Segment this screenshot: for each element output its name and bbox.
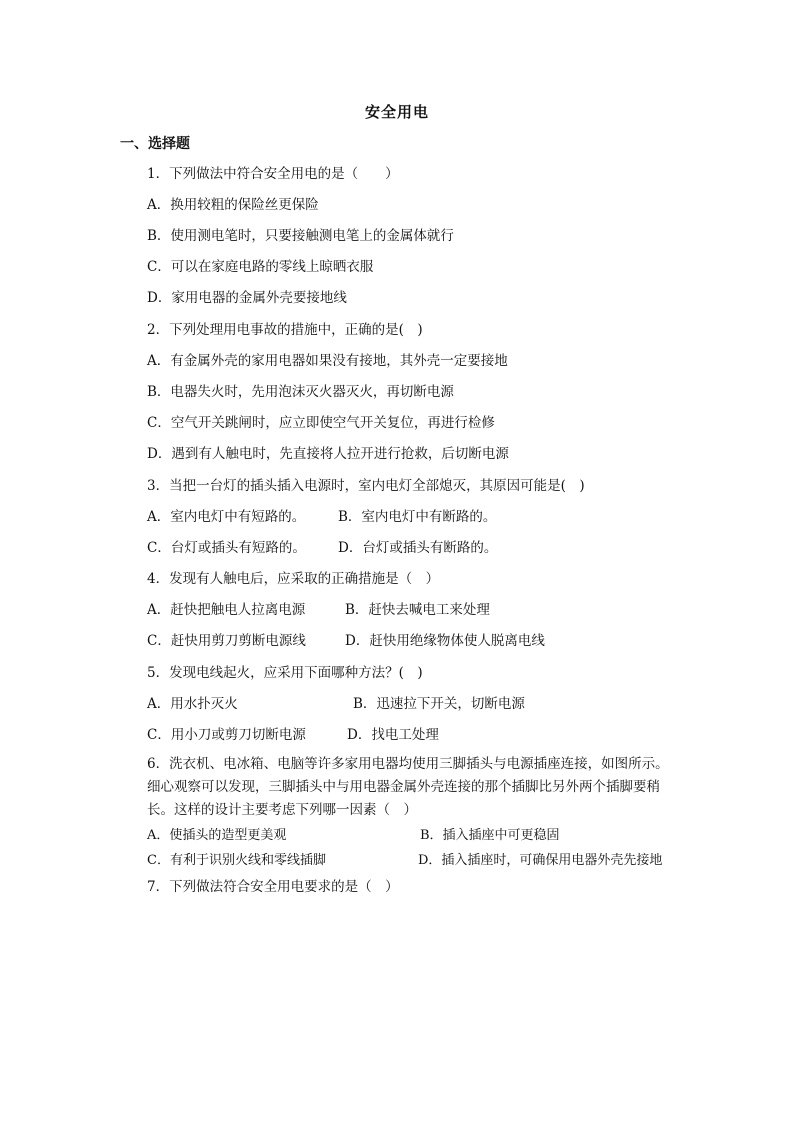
question-5-option-a: A．用水扑灭火 — [147, 696, 238, 712]
question-3-option-c: C．台灯或插头有短路的。 — [147, 540, 306, 556]
question-2-option-a: A．有金属外壳的家用电器如果没有接地，其外壳一定要接地 — [147, 353, 508, 369]
question-4-option-b: B．赶快去喊电工来处理 — [345, 602, 490, 618]
question-4-option-a: A．赶快把触电人拉离电源 — [147, 602, 306, 618]
question-5-option-c: C．用小刀或剪刀切断电源 — [147, 727, 306, 743]
question-6-option-d: D．插入插座时，可确保用电器外壳先接地 — [418, 853, 663, 868]
question-3-option-b: B．室内电灯中有断路的。 — [338, 509, 497, 525]
question-2-option-b: B．电器失火时，先用泡沫灭火器灭火，再切断电源 — [147, 384, 454, 400]
question-6-option-c: C．有利于识别火线和零线插脚 — [147, 853, 326, 868]
question-5-stem: 5．发现电线起火，应采用下面哪种方法？( ) — [147, 665, 423, 681]
question-3-stem: 3．当把一台灯的插头插入电源时，室内电灯全部熄灭，其原因可能是( ) — [147, 478, 585, 494]
question-1-option-d: D．家用电器的金属外壳要接地线 — [147, 290, 347, 306]
page-title: 安全用电 — [364, 103, 429, 121]
section-heading: 一、选择题 — [120, 136, 190, 152]
question-1-option-a: A．换用较粗的保险丝更保险 — [147, 197, 319, 213]
question-7-stem: 7．下列做法符合安全用电要求的是（ ） — [147, 879, 399, 895]
question-4-stem: 4．发现有人触电后，应采取的正确措施是（ ） — [147, 571, 440, 587]
question-5-option-d: D．找电工处理 — [347, 727, 439, 743]
question-3-option-d: D．台灯或插头有断路的。 — [338, 540, 498, 556]
question-2-option-c: C．空气开关跳闸时，应立即使空气开关复位，再进行检修 — [147, 415, 495, 431]
question-6-stem: 6．洗衣机、电冰箱、电脑等许多家用电器均使用三脚插头与电源插座连接，如图所示。细心观察可以发现，三脚插头中与用电器金属外壳连接的那个插脚比另外两个插脚要稍长。这样的设计主要考虑下列哪一因素（ ） — [147, 756, 669, 818]
question-1-option-b: B．使用测电笔时，只要接触测电笔上的金属体就行 — [147, 228, 454, 244]
question-3-option-a: A．室内电灯中有短路的。 — [147, 509, 306, 525]
question-4-option-c: C．赶快用剪刀剪断电源线 — [147, 633, 306, 649]
question-2-stem: 2．下列处理用电事故的措施中，正确的是( ) — [147, 322, 423, 338]
question-4-option-d: D．赶快用绝缘物体使人脱离电线 — [345, 633, 545, 649]
question-5-option-b: B．迅速拉下开关，切断电源 — [353, 696, 525, 712]
question-2-option-d: D．遇到有人触电时，先直接将人拉开进行抢救，后切断电源 — [147, 446, 509, 462]
question-1-stem: 1．下列做法中符合安全用电的是（ ） — [147, 166, 399, 182]
question-6-option-b: B．插入插座中可更稳固 — [420, 828, 560, 843]
question-6-option-a: A．使插头的造型更美观 — [147, 828, 287, 843]
question-1-option-c: C．可以在家庭电路的零线上晾晒衣服 — [147, 259, 374, 275]
